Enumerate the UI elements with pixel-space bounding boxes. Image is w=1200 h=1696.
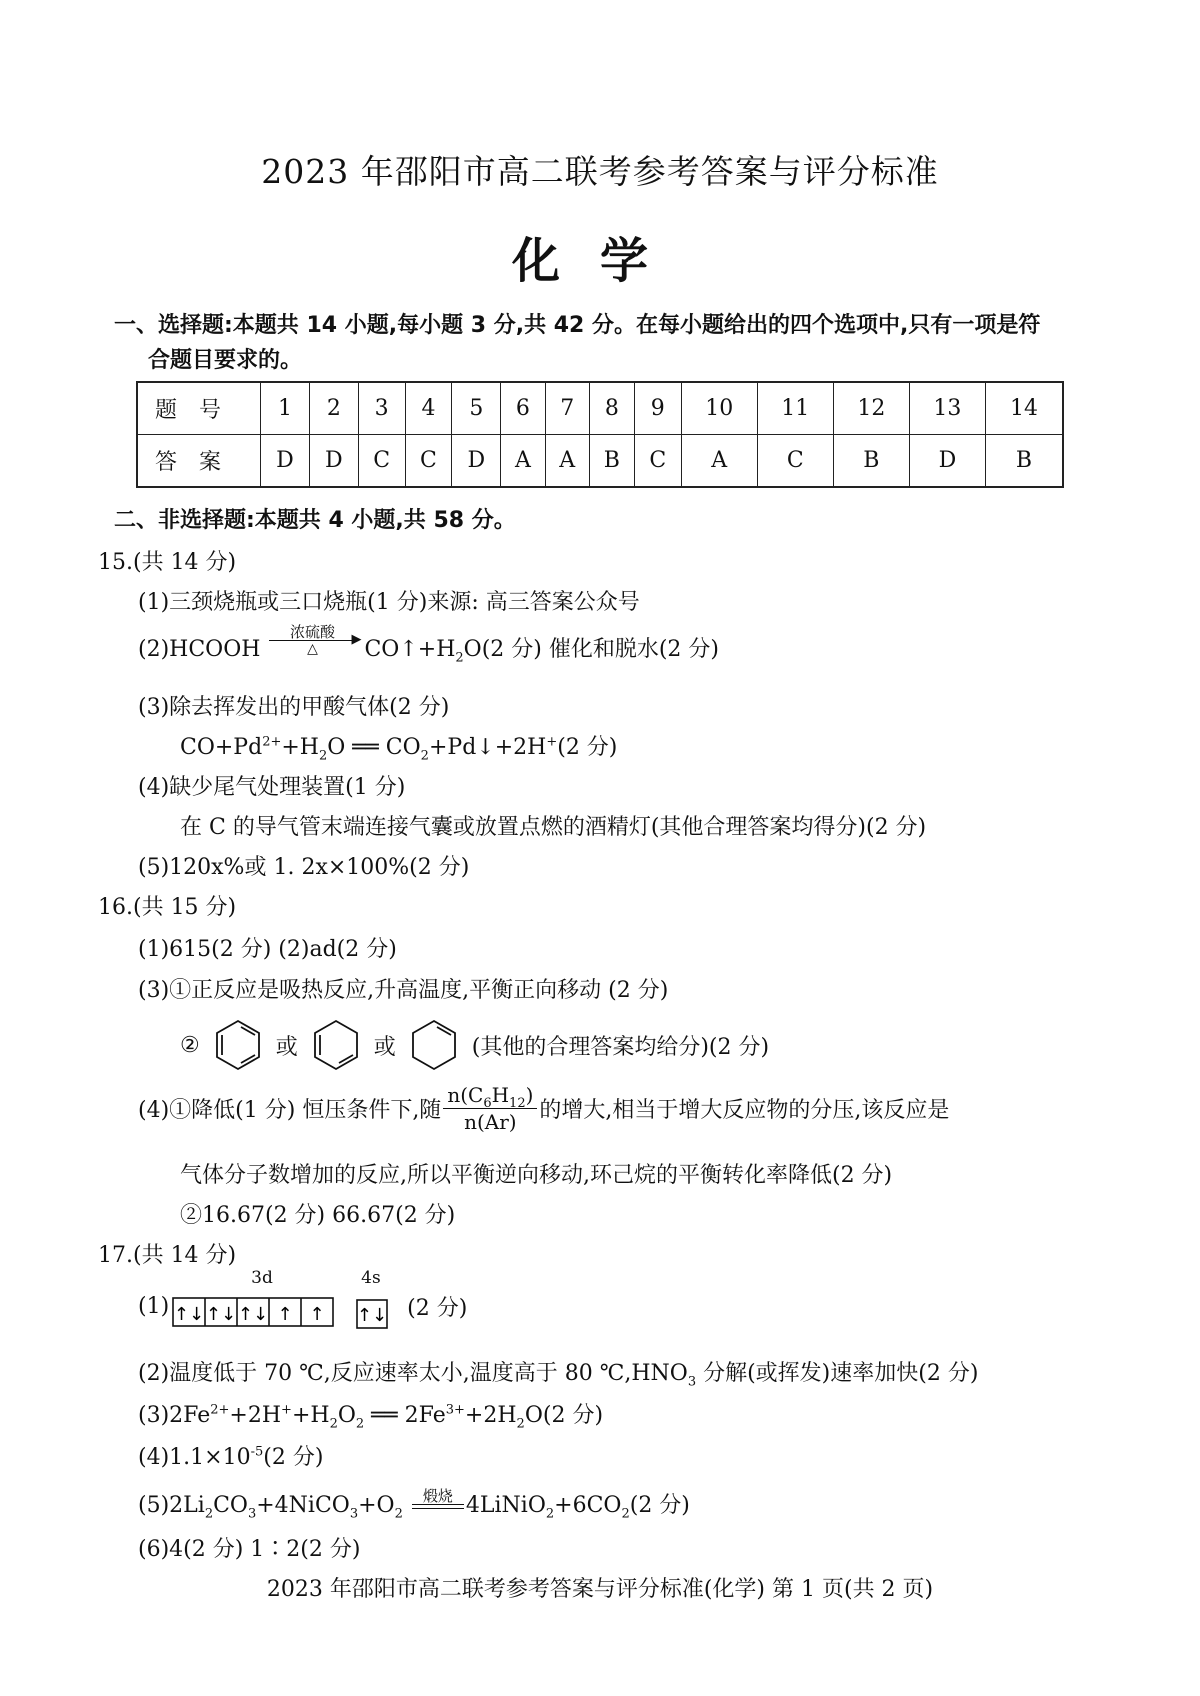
- q17-part1-score: (2 分): [407, 1295, 468, 1321]
- fraction-denominator: n(Ar): [464, 1110, 517, 1134]
- q15-part3: (3)除去挥发出的甲酸气体(2 分): [138, 695, 450, 720]
- section1-line1: 一、选择题:本题共 14 小题,每小题 3 分,共 42 分。在每小题给出的四个选项中,只有一项是符: [114, 313, 1041, 338]
- table-cell: 2: [309, 382, 358, 435]
- q17-part3: $(3)2Fe^{2+}+2H^++H_2O_2$ ══ $2Fe^{3+}+2H_2O(2$ 分): [138, 1402, 604, 1432]
- table-cell: 8: [589, 382, 634, 435]
- q15-part2: (2)HCOOH 浓硫酸 ▶ △ $CO↑+H_2O(2$ 分) 催化和脱水(2 分): [138, 622, 719, 666]
- arrow-condition-above: 浓硫酸: [289, 622, 335, 641]
- q17-part2-a: (2)温度低于 70 ℃,反应速率太小,温度高于 80 ℃,HNO: [138, 1361, 688, 1386]
- svg-text:↑↓: ↑↓: [357, 1305, 388, 1326]
- table-header-answer: 答案: [137, 435, 261, 488]
- table-row-answers: [137, 435, 1063, 488]
- q15-part3-equation: $CO+Pd^{2+}+H_2O$ ══ $CO_2+Pd↓+2H^+(2$ 分): [180, 734, 618, 764]
- q16-part4-text-b: 的增大,相当于增大反应物的分压,该反应是: [539, 1098, 950, 1123]
- eq-seg: CO+Pd: [180, 735, 263, 760]
- q16-part1-2: (1)615(2 分) (2)ad(2 分): [138, 937, 397, 962]
- document-title: 2023 年邵阳市高二联考参考答案与评分标准: [261, 152, 939, 191]
- cyclohexene-icon: [408, 1018, 460, 1072]
- q15-heading: 15.(共 14 分): [98, 550, 237, 575]
- cyclohexadiene-icon: [310, 1018, 362, 1072]
- equals-line: [412, 1508, 464, 1509]
- q15-part4-answer: 在 C 的导气管末端连接气囊或放置点燃的酒精灯(其他合理答案均得分)(2 分): [180, 815, 927, 840]
- table-cell: 14: [985, 382, 1063, 435]
- benzene-ring-icon: [212, 1018, 264, 1072]
- q17-part5: $(5)2Li_2CO_3+4NiCO_3+O_2$ 煅烧 $4LiNiO_2+6CO_2(2$ 分): [138, 1486, 690, 1522]
- q17-part4-a: (4)1.1×10: [138, 1445, 251, 1470]
- q16-part4-text-a: (4)①降低(1 分) 恒压条件下,随: [138, 1098, 442, 1123]
- electron-configuration-icon: [171, 1294, 401, 1334]
- svg-text:↑: ↑: [309, 1304, 325, 1325]
- q15-part2-product-a: CO↑+H: [364, 637, 456, 662]
- q17-part1: [138, 1268, 468, 1334]
- table-cell: B: [589, 435, 634, 488]
- equals-line: [412, 1504, 464, 1505]
- ratio-fraction: [443, 1082, 537, 1135]
- table-cell: A: [681, 435, 757, 488]
- table-cell: C: [634, 435, 681, 488]
- eq-seg: O ══ CO: [327, 735, 421, 760]
- table-cell: C: [405, 435, 452, 488]
- section1-line2: 合题目要求的。: [148, 348, 303, 373]
- q17-part3-score: (2 分): [542, 1403, 604, 1428]
- q15-part5: (5)120x%或 1. 2x×100%(2 分): [138, 855, 470, 880]
- table-cell: 4: [405, 382, 452, 435]
- q17-part3-a: (3)2Fe: [138, 1403, 211, 1428]
- circled-two: ②: [180, 1032, 200, 1058]
- orbital-label-3d: 3d: [251, 1268, 273, 1288]
- orbital-label-4s: 4s: [361, 1268, 381, 1288]
- q17-part4-exp: -5: [250, 1444, 264, 1460]
- table-cell: 1: [261, 382, 310, 435]
- svg-text:↑: ↑: [277, 1304, 293, 1325]
- q15-part2-reactant: (2)HCOOH: [138, 637, 261, 662]
- q17-part1-label: (1): [138, 1293, 170, 1319]
- table-cell: B: [833, 435, 909, 488]
- q17-part6: (6)4(2 分) 1∶2(2 分): [138, 1537, 361, 1562]
- answer-table: [136, 381, 1064, 488]
- table-cell: D: [309, 435, 358, 488]
- q15-part1: (1)三颈烧瓶或三口烧瓶(1 分)来源: 高三答案公众号: [138, 590, 640, 615]
- table-cell: 11: [757, 382, 833, 435]
- fraction-numerator: $n(C_6H_{12})$: [443, 1082, 537, 1109]
- svg-text:↑↓: ↑↓: [206, 1304, 237, 1325]
- section2-heading: 二、非选择题:本题共 4 小题,共 58 分。: [114, 508, 516, 533]
- frac-seg: ): [525, 1083, 534, 1107]
- arrow-line: ▶: [269, 640, 355, 641]
- eq-seg: +Pd↓+2H: [428, 735, 547, 760]
- table-cell: 13: [909, 382, 985, 435]
- q17-part2-b: 分解(或挥发)速率加快(2 分): [703, 1361, 979, 1386]
- q16-part4: [138, 1082, 949, 1135]
- table-cell: C: [757, 435, 833, 488]
- q16-heading: 16.(共 15 分): [98, 895, 237, 920]
- page-footer: 2023 年邵阳市高二联考参考答案与评分标准(化学) 第 1 页(共 2 页): [266, 1577, 934, 1602]
- q17-heading: 17.(共 14 分): [98, 1243, 237, 1268]
- table-cell: 9: [634, 382, 681, 435]
- table-cell: D: [261, 435, 310, 488]
- svg-text:↑↓: ↑↓: [174, 1304, 205, 1325]
- eq-seg: +H: [281, 735, 319, 760]
- table-cell: 12: [833, 382, 909, 435]
- table-cell: 5: [452, 382, 501, 435]
- q15-part2-product-b: O(2 分) 催化和脱水(2 分): [463, 637, 719, 662]
- arrow-condition-below: △: [307, 640, 318, 657]
- q16-part4-answers: ②16.67(2 分) 66.67(2 分): [180, 1203, 456, 1228]
- q17-part2: (2)温度低于 70 ℃,反应速率太小,温度高于 80 $℃,HNO_3$ 分解(或挥发)速率加快(2 分): [138, 1361, 979, 1390]
- q16-part4-continued: 气体分子数增加的反应,所以平衡逆向移动,环己烷的平衡转化率降低(2 分): [180, 1163, 893, 1188]
- eq-sup: 2+: [262, 734, 282, 750]
- table-cell: C: [358, 435, 405, 488]
- q17-part4: [138, 1440, 323, 1471]
- q16-part3: (3)①正反应是吸热反应,升高温度,平衡正向移动 (2 分): [138, 978, 669, 1003]
- q17-part4-score: (2 分): [263, 1445, 324, 1470]
- orbital-diagram: [171, 1268, 401, 1334]
- frac-seg: H: [491, 1083, 510, 1107]
- table-row-numbers: [137, 382, 1063, 435]
- q17-part5-a: (5)2Li: [138, 1493, 205, 1518]
- or-word: 或: [275, 1034, 298, 1060]
- table-cell: D: [452, 435, 501, 488]
- table-cell: B: [985, 435, 1063, 488]
- subject-title: 化学: [511, 233, 688, 289]
- or-word: 或: [373, 1034, 396, 1060]
- equals-condition-above: 煅烧: [422, 1486, 453, 1505]
- table-cell: 6: [501, 382, 545, 435]
- reaction-arrow: [267, 622, 362, 657]
- table-cell: D: [909, 435, 985, 488]
- table-cell: 10: [681, 382, 757, 435]
- frac-seg: n(C: [447, 1083, 484, 1107]
- table-cell: 7: [545, 382, 589, 435]
- q16-part3-note: (其他的合理答案均给分)(2 分): [471, 1034, 770, 1060]
- table-cell: 3: [358, 382, 405, 435]
- table-cell: A: [501, 435, 545, 488]
- reaction-equals-sign: [410, 1488, 466, 1509]
- q15-part4: (4)缺少尾气处理装置(1 分): [138, 775, 406, 800]
- svg-text:↑↓: ↑↓: [238, 1304, 269, 1325]
- table-header-number: 题号: [137, 382, 261, 435]
- q16-part3-structures: [180, 1018, 769, 1072]
- q17-part5-score: (2 分): [629, 1493, 690, 1518]
- eq-seg: (2 分): [557, 735, 618, 760]
- table-cell: A: [545, 435, 589, 488]
